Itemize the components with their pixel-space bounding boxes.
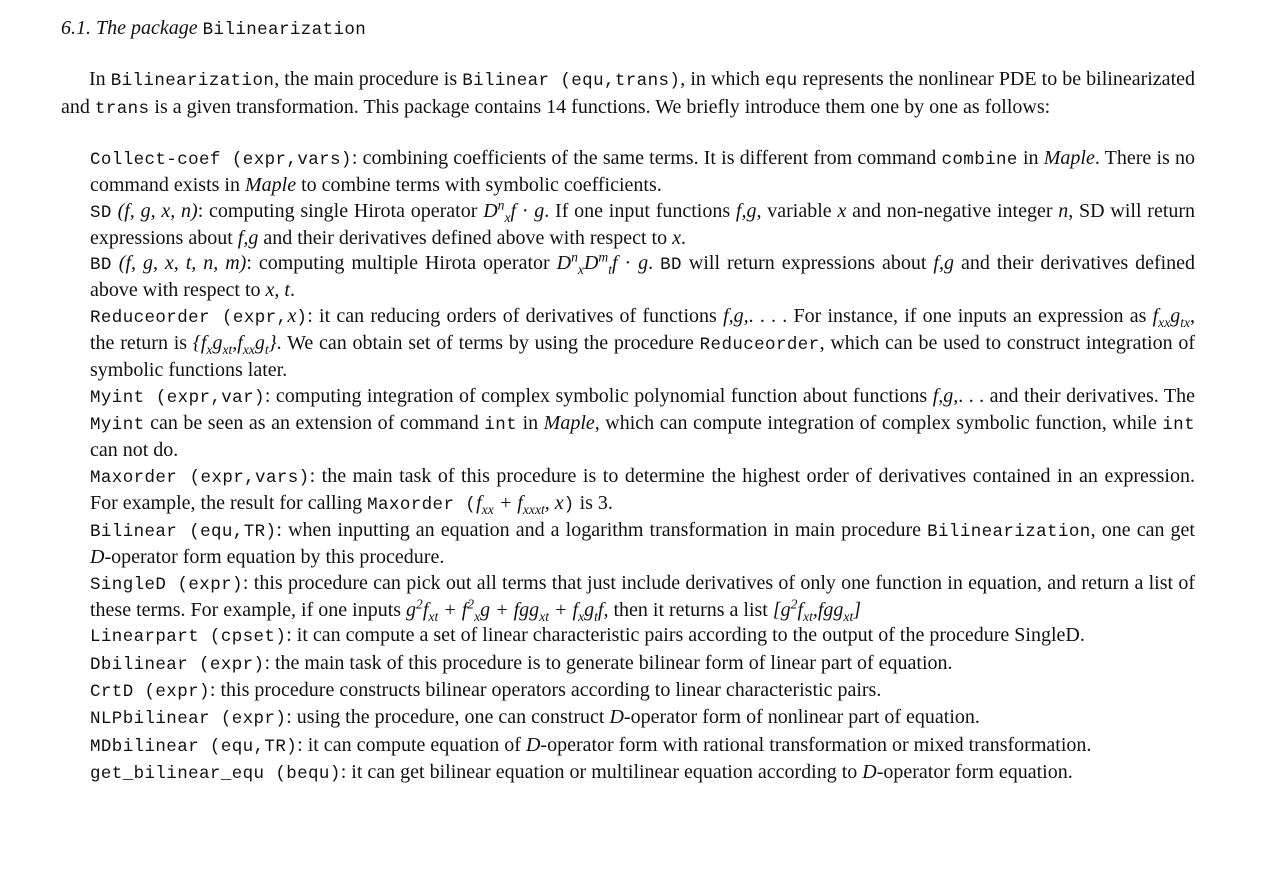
function-get-bilinear-equ: get_bilinear_equ (bequ): it can get bilinear equation or multilinear equation according to D-operator form equation. — [90, 760, 1073, 784]
function-mdbilinear: MDbilinear (equ,TR): it can compute equation of D-operator form with rational transformation or mixed transformation. — [90, 733, 1092, 757]
function-maxorder: Maxorder (expr,vars): the main task of this procedure is to determine the highest order of derivatives contained in an expression. For example, the result for calling Maxorder ($f_{xx} + f_{xxxt}$, x) is 3. — [90, 464, 1195, 517]
function-signature: SingleD (expr) — [90, 574, 243, 595]
function-signature: NLPbilinear (expr) — [90, 709, 287, 730]
function-signature: Dbilinear (expr) — [90, 654, 265, 675]
function-signature: SD — [90, 202, 112, 223]
function-crtd: CrtD (expr): this procedure constructs bilinear operators according to linear characteristic pairs. — [90, 678, 882, 702]
function-sd: SD (f, g, x, n): computing single Hirota operator $D^n_xf \cdot g$. If one input functions f,g, variable x and non-negative integer n, SD will return expressions about f,g and their derivatives defined above with respect to x. — [90, 196, 1196, 249]
function-signature: Reduceorder (expr, — [90, 307, 288, 328]
function-dbilinear: Dbilinear (expr): the main task of this procedure is to generate bilinear form of linear part of equation. — [90, 651, 953, 675]
function-collect-coef: Collect-coef (expr,vars): combining coefficients of the same terms. It is different from command combine in Maple. There is no command exists in Maple to combine terms with symbolic coefficients. — [90, 147, 1195, 197]
function-signature: Collect-coef (expr,vars) — [90, 150, 352, 170]
function-signature: MDbilinear (equ,TR) — [90, 736, 298, 757]
document-page — [61, 14, 1195, 787]
function-myint: Myint (expr,var): computing integration of complex symbolic polynomial function about functions f,g,. . . and their derivatives. The Myint can be seen as an extension of command int in Maple, which can compute integration of complex symbolic function, while int can not do. — [90, 384, 1195, 462]
function-signature: BD — [90, 255, 112, 276]
function-linearpart: Linearpart (cpset): it can compute a set of linear characteristic pairs according to the output of the procedure SingleD. — [90, 624, 1085, 648]
function-bd: BD (f, g, x, t, n, m): computing multiple Hirota operator $D^n_xD^m_tf \cdot g$. BD will return expressions about f,g and their derivatives defined above with respect to x, t. — [90, 249, 1196, 302]
section-number: 6.1. — [61, 17, 91, 39]
function-signature: Linearpart (cpset) — [90, 627, 287, 648]
function-signature: Bilinear (equ,TR) — [90, 522, 277, 543]
intro-paragraph: In Bilinearization, the main procedure is Bilinear (equ,trans), in which equ represents the nonlinear PDE to be bilinearizated and trans is a given transformation. This package contains 14 functions. We briefly introduce them one by one as follows: — [61, 68, 1195, 119]
function-nlpbilinear: NLPbilinear (expr): using the procedure, one can construct D-operator form of nonlinear part of equation. — [90, 706, 980, 730]
function-signature: CrtD (expr) — [90, 681, 210, 702]
function-signature: Myint (expr,var) — [90, 387, 265, 408]
package-name: Bilinearization — [202, 20, 367, 40]
section-heading — [61, 14, 1195, 44]
function-singled: SingleD (expr): this procedure can pick out all terms that just include derivatives of only one function in equation, and return a list of these terms. For example, if one inputs $g^2f_{xt} + f^2_xg + fgg_{xt} + f_xg_tf$, then it returns a list $[g^2f_{xt},fgg_{xt}]$ — [90, 571, 1196, 625]
function-signature: get_bilinear_equ (bequ) — [90, 763, 341, 784]
function-bilinear: Bilinear (equ,TR): when inputting an equation and a logarithm transformation in main procedure Bilinearization, one can get D-operator form equation by this procedure. — [90, 519, 1195, 569]
section-title: The package — [96, 17, 198, 39]
function-signature: Maxorder (expr,vars) — [90, 467, 310, 488]
function-list — [90, 146, 1195, 787]
function-reduceorder: Reduceorder (expr,x): it can reducing orders of derivatives of functions f,g,. . . . For instance, if one inputs an expression as $f_{xx}g_{tx}$, the return is $\{f_xg_{xt},f_{xx}g_t\}$. We can obtain set of terms by using the procedure Reduceorder, which can be used to construct integration of symbolic functions later. — [90, 304, 1196, 382]
